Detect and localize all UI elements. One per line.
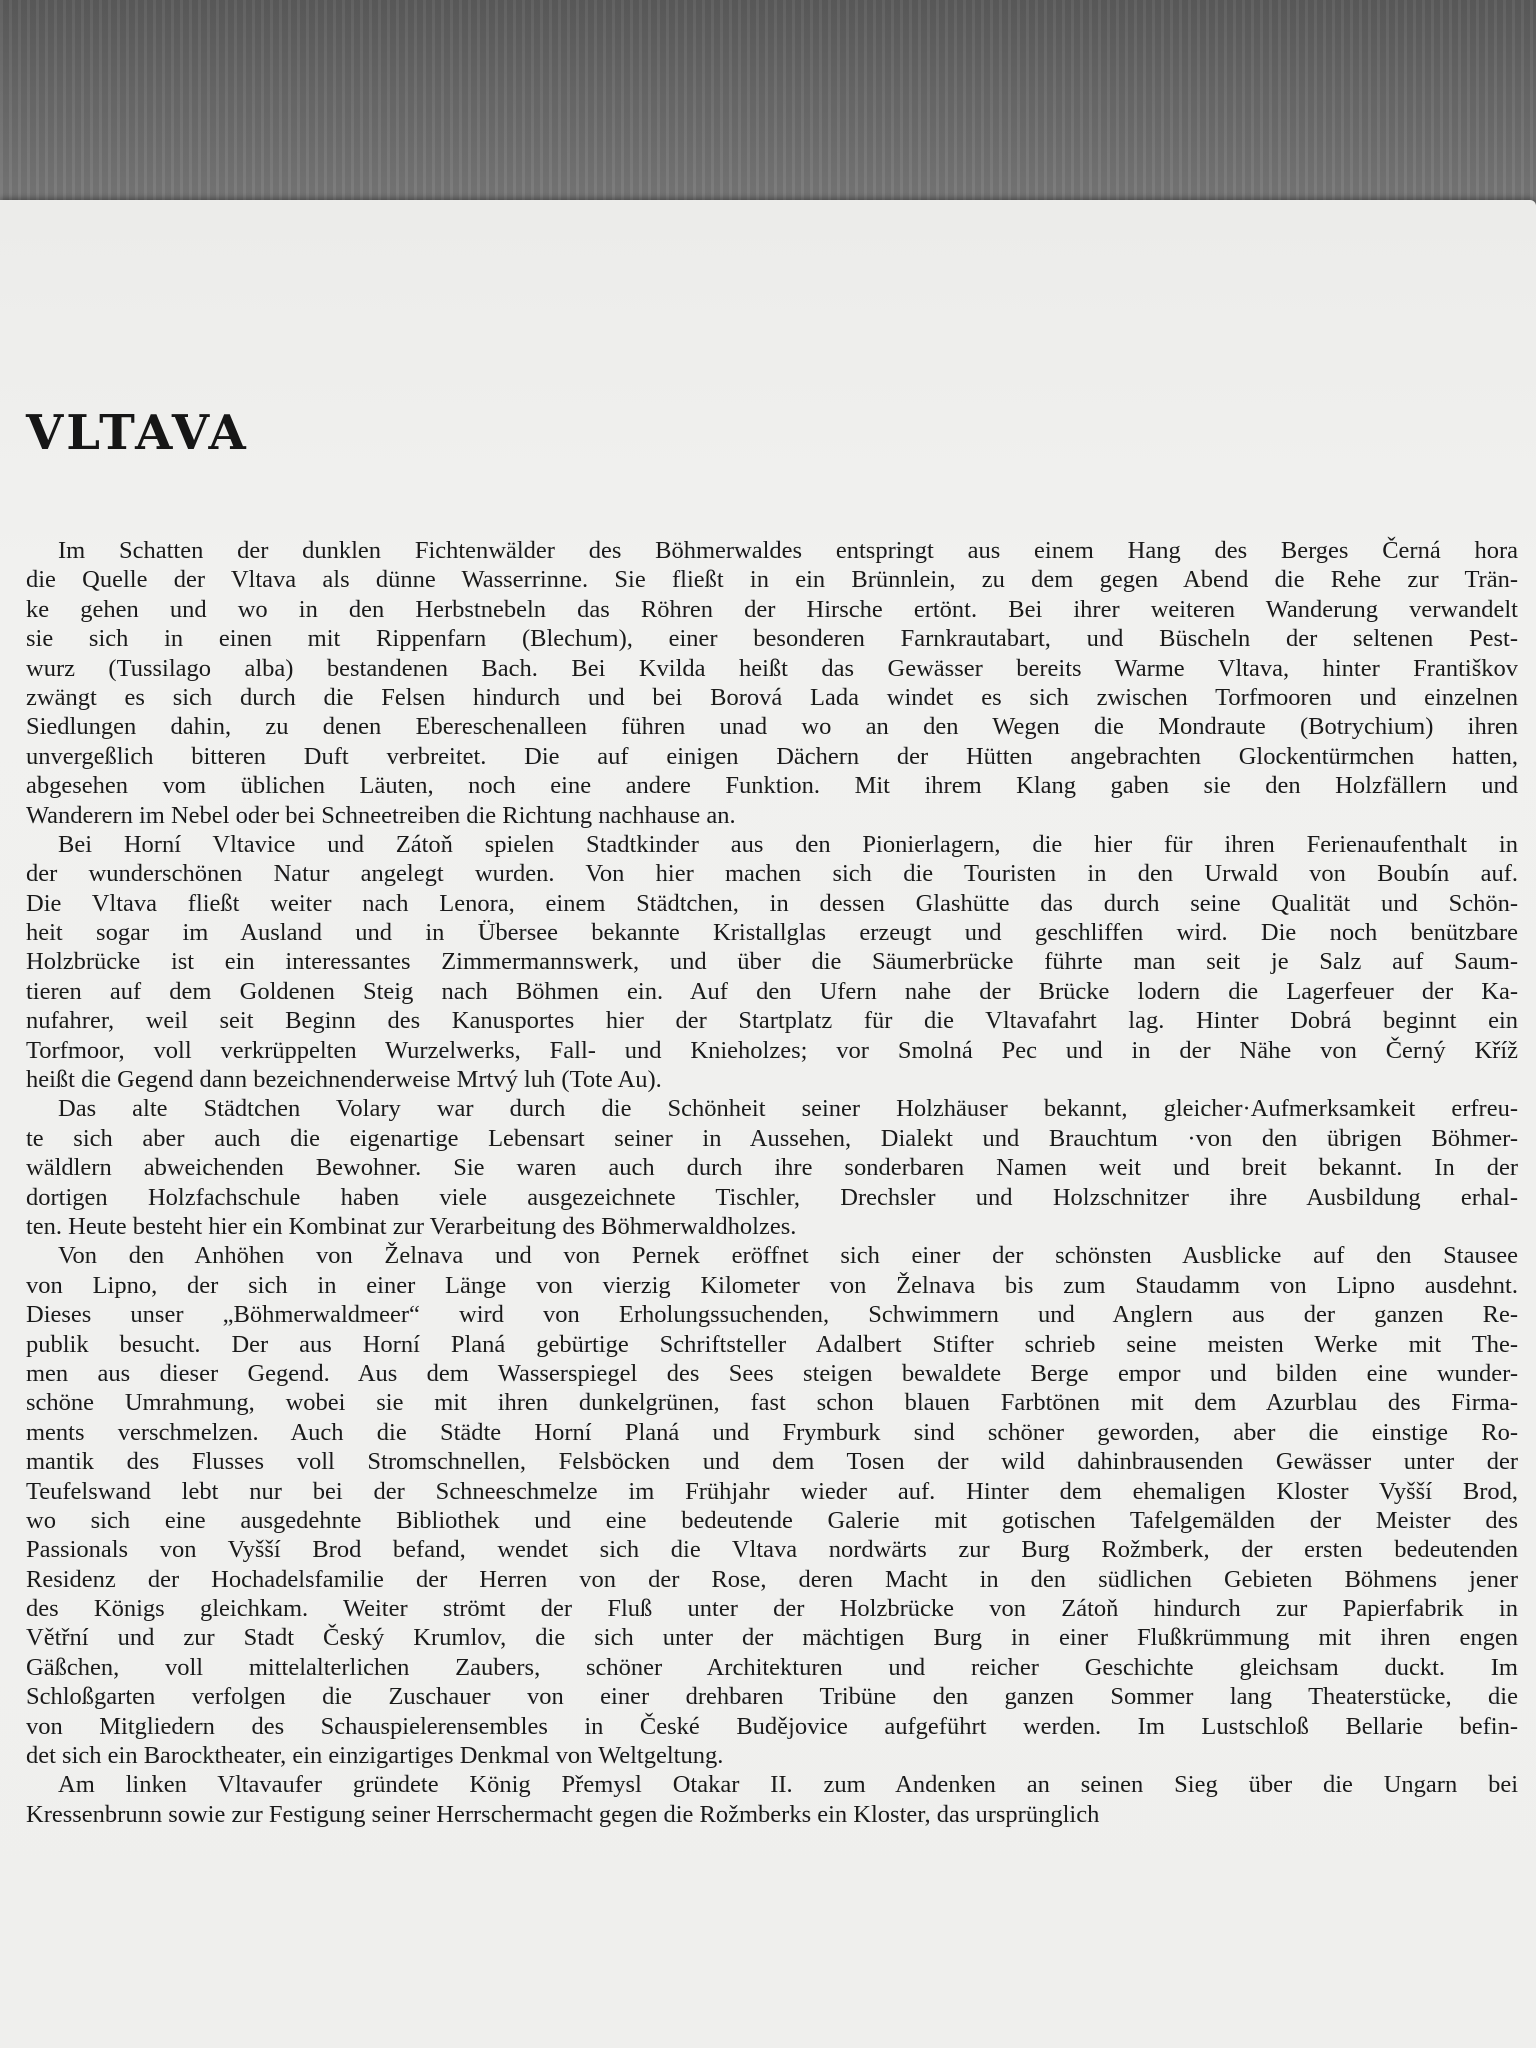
text-line: Die Vltava fließt weiter nach Lenora, einem Städtchen, in dessen Glashütte das durch seine Qualität und Schön- [26, 889, 1518, 917]
text-line: Residenz der Hochadelsfamilie der Herren von der Rose, deren Macht in den südlichen Gebieten Böhmens jener [26, 1565, 1518, 1593]
text-line: ke gehen und wo in den Herbstnebeln das Röhren der Hirsche ertönt. Bei ihrer weiteren Wanderung verwandelt [26, 595, 1518, 623]
wood-table-background [0, 0, 1536, 230]
text-line: nufahrer, weil seit Beginn des Kanusportes hier der Startplatz für die Vltavafahrt lag. Hinter Dobrá beginnt ein [26, 1007, 1518, 1035]
text-line: ten. Heute besteht hier ein Kombinat zur Verarbeitung des Böhmerwaldholzes. [26, 1212, 797, 1240]
text-line: wäldlern abweichenden Bewohner. Sie waren auch durch ihre sonderbaren Namen weit und breit bekannt. In der [26, 1154, 1518, 1182]
text-line: Das alte Städtchen Volary war durch die Schönheit seiner Holzhäuser bekannt, gleicher·Aufmerksamkeit erfreu- [58, 1095, 1518, 1123]
text-line: publik besucht. Der aus Horní Planá gebürtige Schriftsteller Adalbert Stifter schrieb seine meisten Werke mit The- [26, 1330, 1518, 1358]
text-line: unvergeßlich bitteren Duft verbreitet. Die auf einigen Dächern der Hütten angebrachten Glockentürmchen hatten, [26, 742, 1518, 770]
text-line: Kressenbrunn sowie zur Festigung seiner Herrschermacht gegen die Rožmberks ein Kloster, das ursprünglich [26, 1800, 1100, 1828]
text-line: Bei Horní Vltavice und Zátoň spielen Stadtkinder aus den Pionierlagern, die hier für ihren Ferienaufenthalt in [58, 830, 1518, 858]
text-line: schöne Umrahmung, wobei sie mit ihren dunkelgrünen, fast schon blauen Farbtönen mit dem Azurblau des Firma- [26, 1389, 1518, 1417]
text-line: zwängt es sich durch die Felsen hindurch und bei Borová Lada windet es sich zwischen Torfmooren und einzelnen [26, 683, 1518, 711]
body-text [26, 536, 1518, 1829]
text-line: abgesehen vom üblichen Läuten, noch eine andere Funktion. Mit ihrem Klang gaben sie den Holzfällern und [26, 772, 1518, 800]
text-line: Gäßchen, voll mittelalterlichen Zaubers, schöner Architekturen und reicher Geschichte gleichsam duckt. Im [26, 1653, 1518, 1681]
text-line: Wanderern im Nebel oder bei Schneetreiben die Richtung nachhause an. [26, 801, 736, 829]
text-line: dortigen Holzfachschule haben viele ausgezeichnete Tischler, Drechsler und Holzschnitzer ihre Ausbildung erhal- [26, 1183, 1518, 1211]
text-line: des Königs gleichkam. Weiter strömt der Fluß unter der Holzbrücke von Zátoň hindurch zur Papierfabrik in [26, 1595, 1518, 1623]
text-line: der wunderschönen Natur angelegt wurden. Von hier machen sich die Touristen in den Urwald von Boubín auf. [26, 860, 1518, 888]
text-line: men aus dieser Gegend. Aus dem Wasserspiegel des Sees steigen bewaldete Berge empor und bilden eine wunder- [26, 1359, 1518, 1387]
text-line: Větřní und zur Stadt Český Krumlov, die sich unter der mächtigen Burg in einer Flußkrümmung mit ihren engen [26, 1624, 1518, 1652]
text-line: von Lipno, der sich in einer Länge von vierzig Kilometer von Želnava bis zum Staudamm von Lipno ausdehnt. [26, 1271, 1518, 1299]
text-line: Teufelswand lebt nur bei der Schneeschmelze im Frühjahr wieder auf. Hinter dem ehemaligen Kloster Vyšší Brod, [26, 1477, 1518, 1505]
text-line: Passionals von Vyšší Brod befand, wendet sich die Vltava nordwärts zur Burg Rožmberk, der ersten bedeutenden [26, 1536, 1518, 1564]
text-line: wurz (Tussilago alba) bestandenen Bach. Bei Kvilda heißt das Gewässer bereits Warme Vltava, hinter Františkov [26, 654, 1518, 682]
text-line: Torfmoor, voll verkrüppelten Wurzelwerks, Fall- und Knieholzes; vor Smolná Pec und in der Nähe von Černý Kříž [26, 1036, 1518, 1064]
text-line: Holzbrücke ist ein interessantes Zimmermannswerk, und über die Säumerbrücke führte man seit je Salz auf Saum- [26, 948, 1518, 976]
text-line: von Mitgliedern des Schauspielerensembles in České Budějovice aufgeführt werden. Im Lustschloß Bellarie befin- [26, 1712, 1518, 1740]
text-line: wo sich eine ausgedehnte Bibliothek und eine bedeutende Galerie mit gotischen Tafelgemälden der Meister des [26, 1506, 1518, 1534]
text-line: Am linken Vltavaufer gründete König Přemysl Otakar II. zum Andenken an seinen Sieg über die Ungarn bei [58, 1771, 1518, 1799]
text-line: Im Schatten der dunklen Fichtenwälder des Böhmerwaldes entspringt aus einem Hang des Berges Černá hora [58, 537, 1518, 564]
text-line: Siedlungen dahin, zu denen Ebereschenalleen führen unad wo an den Wegen die Mondraute (Botrychium) ihren [26, 713, 1518, 741]
text-line: die Quelle der Vltava als dünne Wasserrinne. Sie fließt in ein Brünnlein, zu dem gegen Abend die Rehe zur Trän- [26, 566, 1518, 594]
text-line: det sich ein Barocktheater, ein einzigartiges Denkmal von Weltgeltung. [26, 1742, 724, 1770]
page-title: VLTAVA [26, 405, 249, 461]
text-line: heit sogar im Ausland und in Übersee bekannte Kristallglas erzeugt und geschliffen wird. Die noch benützbare [26, 919, 1518, 947]
text-line: sie sich in einen mit Rippenfarn (Blechum), einer besonderen Farnkrautabart, und Büscheln der seltenen Pest- [26, 625, 1518, 653]
text-line: Dieses unser „Böhmerwaldmeer“ wird von Erholungssuchenden, Schwimmern und Anglern aus der ganzen Re- [26, 1301, 1518, 1329]
text-line: tieren auf dem Goldenen Steig nach Böhmen ein. Auf den Ufern nahe der Brücke lodern die Lagerfeuer der Ka- [26, 977, 1518, 1005]
text-line: mantik des Flusses voll Stromschnellen, Felsböcken und dem Tosen der wild dahinbrausenden Gewässer unter der [26, 1448, 1518, 1476]
text-line: Schloßgarten verfolgen die Zuschauer von einer drehbaren Tribüne den ganzen Sommer lang Theaterstücke, die [26, 1683, 1518, 1711]
text-line: heißt die Gegend dann bezeichnenderweise Mrtvý luh (Tote Au). [26, 1066, 662, 1094]
text-line: Von den Anhöhen von Želnava und von Pernek eröffnet sich einer der schönsten Ausblicke auf den Stausee [58, 1242, 1518, 1270]
text-line: ments verschmelzen. Auch die Städte Horní Planá und Frymburk sind schöner geworden, aber die einstige Ro- [26, 1418, 1518, 1446]
book-page [0, 200, 1536, 2048]
text-line: te sich aber auch die eigenartige Lebensart seiner in Aussehen, Dialekt und Brauchtum ·von den übrigen Böhmer- [26, 1124, 1518, 1152]
